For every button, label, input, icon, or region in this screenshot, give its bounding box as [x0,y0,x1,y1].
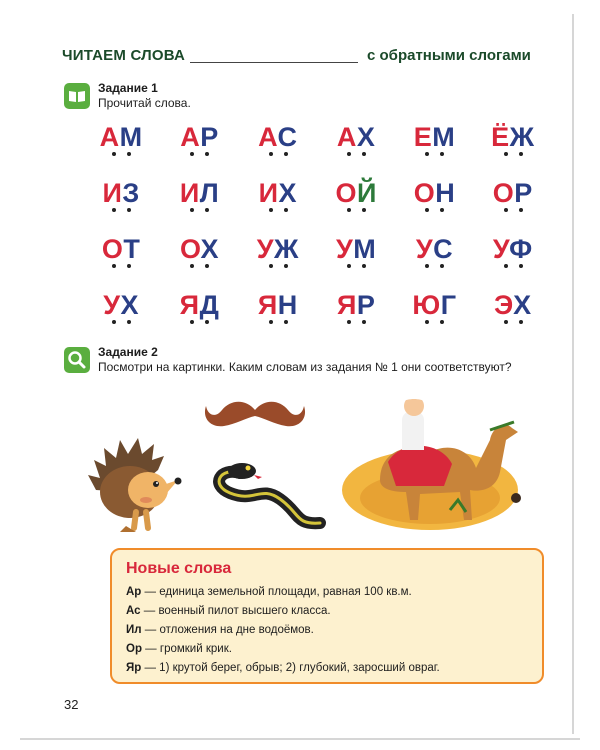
consonant-letter: Н [277,290,298,320]
reading-dot [112,152,116,156]
vowel-letter: А [99,122,120,152]
definition-term: Ор [126,643,142,655]
syllable [160,234,238,290]
reading-dot [347,320,351,324]
syllable-word [337,122,376,152]
consonant-letter: Д [199,290,220,320]
reading-dot [269,208,273,212]
reading-dots [395,208,473,216]
vowel-letter: И [179,178,200,208]
reading-dot [504,208,508,212]
reading-dots [160,264,238,272]
task1-instruction: Прочитай слова. [98,96,191,110]
reading-dot [205,264,209,268]
book-icon [64,83,90,109]
reading-dot [519,208,523,212]
reading-dot [112,320,116,324]
syllable-row [82,234,552,290]
syllable-word [100,122,143,152]
task2-title: Задание 2 [98,345,158,359]
reading-dot [284,320,288,324]
reading-dots [239,320,317,328]
consonant-letter: Х [356,122,376,152]
page-number: 32 [64,697,79,712]
consonant-letter: Х [120,290,140,320]
reading-dot [425,208,429,212]
reading-dot [284,152,288,156]
reading-dot [269,152,273,156]
reading-dot [425,264,429,268]
page-edge-right [572,14,574,734]
consonant-letter: Х [200,234,219,264]
syllable-word [103,178,140,208]
syllable-word [336,234,376,264]
consonant-letter: Ф [509,234,533,264]
vowel-letter: Я [257,290,278,320]
reading-dot [519,320,523,324]
reading-dot [269,264,273,268]
mustache-picture [200,388,310,438]
definition-text: — громкий крик. [141,643,232,655]
syllable-word [335,178,376,208]
reading-dots [317,208,395,216]
syllable-row [82,178,552,234]
consonant-letter: М [432,122,456,152]
reading-dots [474,208,552,216]
syllable-word [258,290,298,320]
reading-dot [425,152,429,156]
new-words-box [110,548,544,684]
syllable [82,122,160,178]
task1-title: Задание 1 [98,81,158,95]
vowel-letter: И [102,178,123,208]
vowel-letter: У [103,290,121,320]
vowel-letter: А [336,122,357,152]
consonant-letter: Г [440,290,457,320]
syllable [317,178,395,234]
vowel-letter: У [256,234,275,264]
syllable-word [180,178,219,208]
syllable-word [180,290,220,320]
syllable-word [414,178,456,208]
definition-term: Яр [126,662,142,674]
reading-dot [440,320,444,324]
reading-dots [160,320,238,328]
syllable [317,290,395,346]
consonant-letter: Й [356,178,377,208]
syllable [239,290,317,346]
syllable [160,290,238,346]
reading-dot [190,152,194,156]
reading-dot [284,264,288,268]
new-words-title: Новые слова [126,560,232,577]
syllable [317,234,395,290]
definition-item [126,643,232,655]
snake-picture [200,455,330,530]
consonant-letter: М [353,234,377,264]
syllable [474,290,552,346]
reading-dot [504,152,508,156]
header-rule [190,62,358,63]
reading-dot [190,208,194,212]
reading-dot [440,152,444,156]
consonant-letter: Т [123,234,141,264]
syllable-word [180,234,219,264]
definition-item [126,624,314,636]
syllable [474,234,552,290]
vowel-letter: У [415,234,434,264]
vowel-letter: Я [336,290,357,320]
reading-dots [82,152,160,160]
reading-dots [160,208,238,216]
syllable [474,178,552,234]
reading-dot [112,208,116,212]
syllable [160,122,238,178]
reading-dots [160,152,238,160]
vowel-letter: О [179,234,201,264]
syllable-word [414,122,456,152]
vowel-letter: О [101,234,124,264]
syllable-word [259,178,297,208]
consonant-letter: З [122,178,140,208]
reading-dot [347,152,351,156]
definition-term: Ар [126,586,142,598]
consonant-letter: Ж [509,122,535,152]
reading-dots [82,320,160,328]
syllable-word [412,290,456,320]
vowel-letter: У [492,234,510,264]
reading-dot [205,152,209,156]
reading-dots [82,264,160,272]
reading-dot [504,264,508,268]
reading-dots [239,152,317,160]
syllable [82,290,160,346]
reading-dots [317,264,395,272]
syllable-word [180,122,219,152]
reading-dot [205,320,209,324]
vowel-letter: О [492,178,515,208]
syllable [239,122,317,178]
task2-instruction: Посмотри на картинки. Каким словам из задания № 1 они соответствуют? [98,360,512,374]
syllable [317,122,395,178]
syllable-word [416,234,453,264]
camel-picture [340,380,530,530]
reading-dots [82,208,160,216]
reading-dots [239,208,317,216]
reading-dot [127,208,131,212]
vowel-letter: О [413,178,436,208]
reading-dots [395,264,473,272]
reading-dot [347,264,351,268]
syllable [160,178,238,234]
syllable [395,234,473,290]
reading-dots [474,320,552,328]
syllable-grid [82,122,552,346]
reading-dot [362,320,366,324]
vowel-letter: Е [413,122,433,152]
reading-dot [362,208,366,212]
syllable [239,234,317,290]
reading-dot [127,320,131,324]
reading-dots [474,152,552,160]
section-title: ЧИТАЕМ СЛОВА [62,47,186,64]
syllable [82,178,160,234]
consonant-letter: Х [278,178,298,208]
vowel-letter: И [258,178,279,208]
definition-text: — 1) крутой берег, обрыв; 2) глубокий, заросший овраг. [141,662,440,674]
reading-dot [519,264,523,268]
reading-dots [395,152,473,160]
definition-item [126,605,331,617]
reading-dot [127,264,131,268]
syllable [395,178,473,234]
definition-text: — военный пилот высшего класса. [140,605,331,617]
syllable [395,122,473,178]
vowel-letter: Ю [412,290,441,320]
reading-dot [112,264,116,268]
reading-dots [395,320,473,328]
magnifier-icon [64,347,90,373]
consonant-letter: М [119,122,143,152]
definition-text: — единица земельной площади, равная 100 кв.м. [141,586,412,598]
consonant-letter: Н [435,178,456,208]
reading-dot [440,208,444,212]
consonant-letter: Л [199,178,220,208]
definition-term: Ил [126,624,142,636]
syllable [474,122,552,178]
syllable [239,178,317,234]
syllable-row [82,122,552,178]
syllable [82,234,160,290]
consonant-letter: Р [200,122,219,152]
reading-dot [440,264,444,268]
vowel-letter: А [180,122,201,152]
reading-dot [269,320,273,324]
reading-dot [284,208,288,212]
syllable [395,290,473,346]
reading-dot [205,208,209,212]
consonant-letter: С [433,234,454,264]
consonant-letter: Р [514,178,533,208]
vowel-letter: Э [494,290,514,320]
consonant-letter: Х [513,290,532,320]
syllable-row [82,290,552,346]
reading-dots [317,320,395,328]
vowel-letter: У [336,234,354,264]
reading-dot [362,152,366,156]
syllable-word [494,290,532,320]
reading-dot [190,320,194,324]
reading-dot [347,208,351,212]
definition-item [126,662,440,674]
definition-item [126,586,412,598]
syllable-word [103,290,139,320]
syllable-word [491,122,534,152]
reading-dots [474,264,552,272]
page-edge-bottom [20,738,580,740]
syllable-word [493,178,533,208]
reading-dots [317,152,395,160]
syllable-word [337,290,375,320]
consonant-letter: С [277,122,298,152]
syllable-word [102,234,141,264]
vowel-letter: А [258,122,278,152]
reading-dots [239,264,317,272]
consonant-letter: Р [356,290,376,320]
reading-dot [519,152,523,156]
reading-dot [127,152,131,156]
consonant-letter: Ж [274,234,299,264]
definition-text: — отложения на дне водоёмов. [141,624,314,636]
syllable-word [493,234,533,264]
vowel-letter: О [335,178,357,208]
reading-dot [190,264,194,268]
reading-dot [504,320,508,324]
definition-term: Ас [126,605,141,617]
hedgehog-picture [86,420,186,536]
syllable-word [257,234,299,264]
vowel-letter: Ё [491,122,510,152]
vowel-letter: Я [179,290,200,320]
reading-dot [362,264,366,268]
section-subtitle: с обратными слогами [367,47,531,64]
reading-dot [425,320,429,324]
syllable-word [258,122,297,152]
